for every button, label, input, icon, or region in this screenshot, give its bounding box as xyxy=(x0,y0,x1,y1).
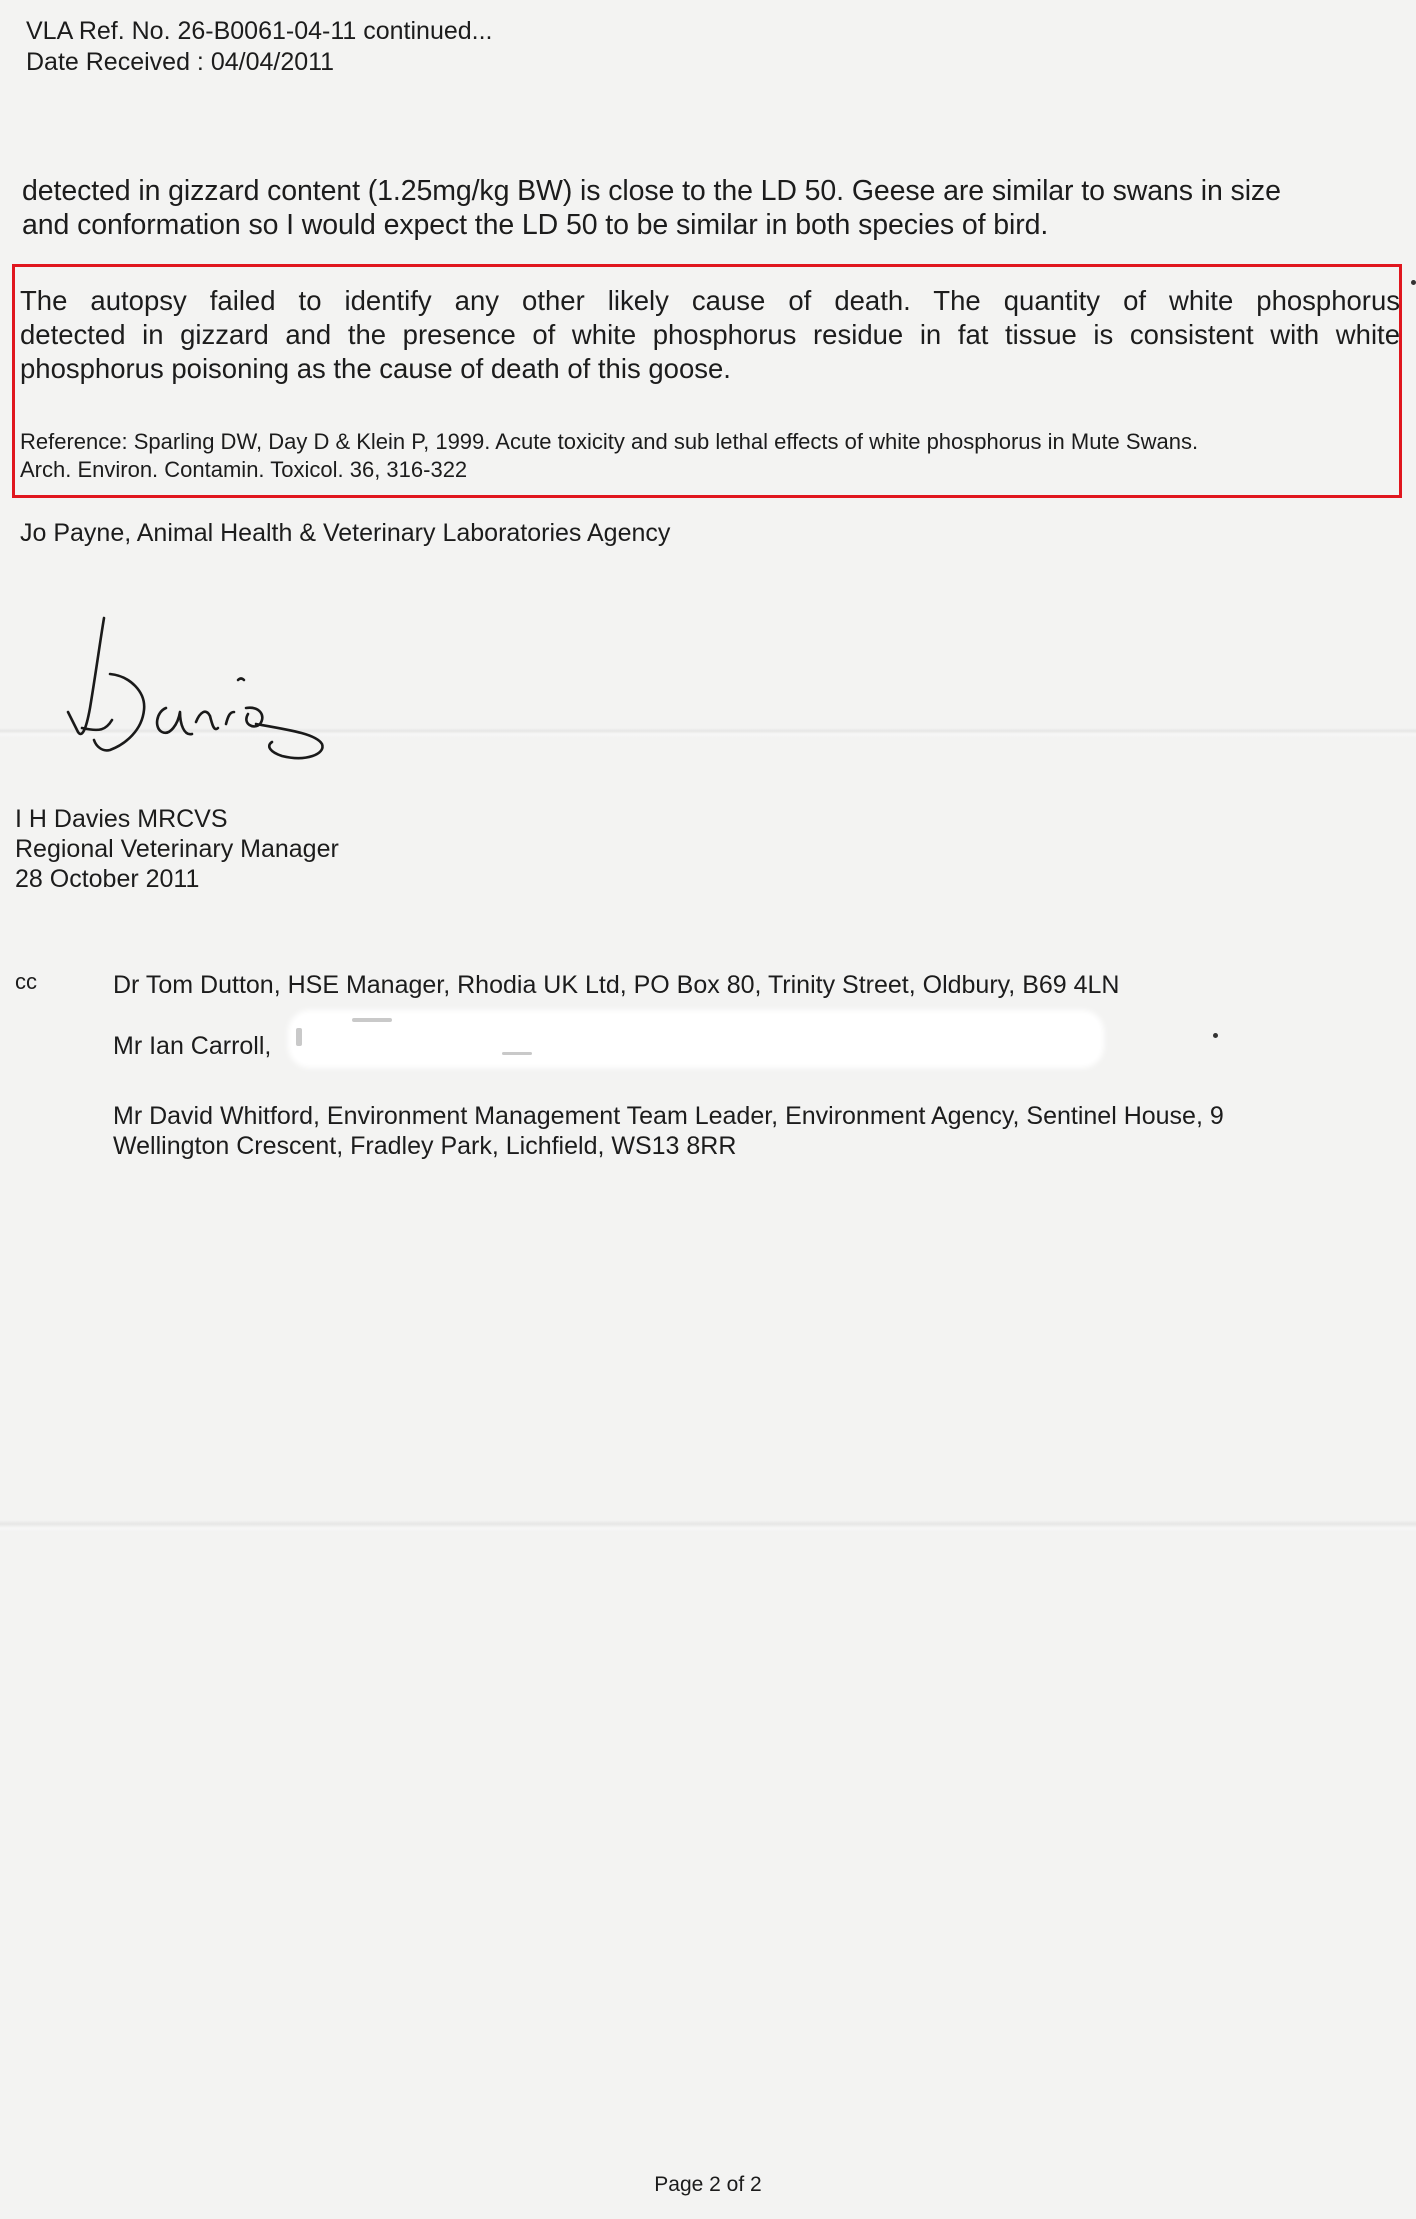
intro-paragraph xyxy=(22,174,1402,242)
reference-citation xyxy=(20,428,1400,484)
reference-line: Arch. Environ. Contamin. Toxicol. 36, 316-322 xyxy=(20,457,468,482)
signatory-role: Regional Veterinary Manager xyxy=(15,835,339,863)
intro-line: detected in gizzard content (1.25mg/kg BW) is close to the LD 50. Geese are similar to swans in size xyxy=(22,175,1281,207)
signatory-date: 28 October 2011 xyxy=(15,865,200,893)
cc-entry-line: Dr Tom Dutton, HSE Manager, Rhodia UK Ltd, PO Box 80, Trinity Street, Oldbury, B69 4LN xyxy=(113,971,1120,999)
page-number: Page 2 of 2 xyxy=(654,2173,762,2196)
paper-speck xyxy=(1411,280,1416,285)
conclusion-line: detected in gizzard and the presence of white phosphorus residue in fat tissue is consistent with white xyxy=(20,319,1400,350)
intro-line: and conformation so I would expect the LD 50 to be similar in both species of bird. xyxy=(22,209,1049,241)
conclusion-paragraph xyxy=(20,284,1400,386)
conclusion-line: phosphorus poisoning as the cause of death of this goose. xyxy=(20,353,731,384)
cc-entry xyxy=(113,1101,1398,1161)
cc-entry-line: Mr David Whitford, Environment Management Team Leader, Environment Agency, Sentinel House, 9 xyxy=(113,1102,1224,1130)
cc-entry xyxy=(113,970,1119,1000)
cc-entry-line: Mr Ian Carroll, xyxy=(113,1032,272,1060)
cc-label: cc xyxy=(15,969,37,994)
author-line: Jo Payne, Animal Health & Veterinary Laboratories Agency xyxy=(20,519,671,547)
redaction-mark xyxy=(292,1014,1100,1064)
cc-entry xyxy=(113,1031,271,1061)
conclusion-line: The autopsy failed to identify any other likely cause of death. The quantity of white phosphorus xyxy=(20,285,1400,316)
paper-speck xyxy=(1213,1033,1218,1038)
date-received: Date Received : 04/04/2011 xyxy=(26,48,335,76)
signatory-name: I H Davies MRCVS xyxy=(15,805,228,833)
reference-number: VLA Ref. No. 26-B0061-04-11 continued... xyxy=(26,17,493,45)
signatory-block xyxy=(15,804,339,894)
cc-entry-line: Wellington Crescent, Fradley Park, Lichfield, WS13 8RR xyxy=(113,1132,737,1160)
handwritten-signature xyxy=(60,612,420,782)
reference-line: Reference: Sparling DW, Day D & Klein P, 1999. Acute toxicity and sub lethal effects of white phosphorus in Mute Swans. xyxy=(20,429,1199,454)
